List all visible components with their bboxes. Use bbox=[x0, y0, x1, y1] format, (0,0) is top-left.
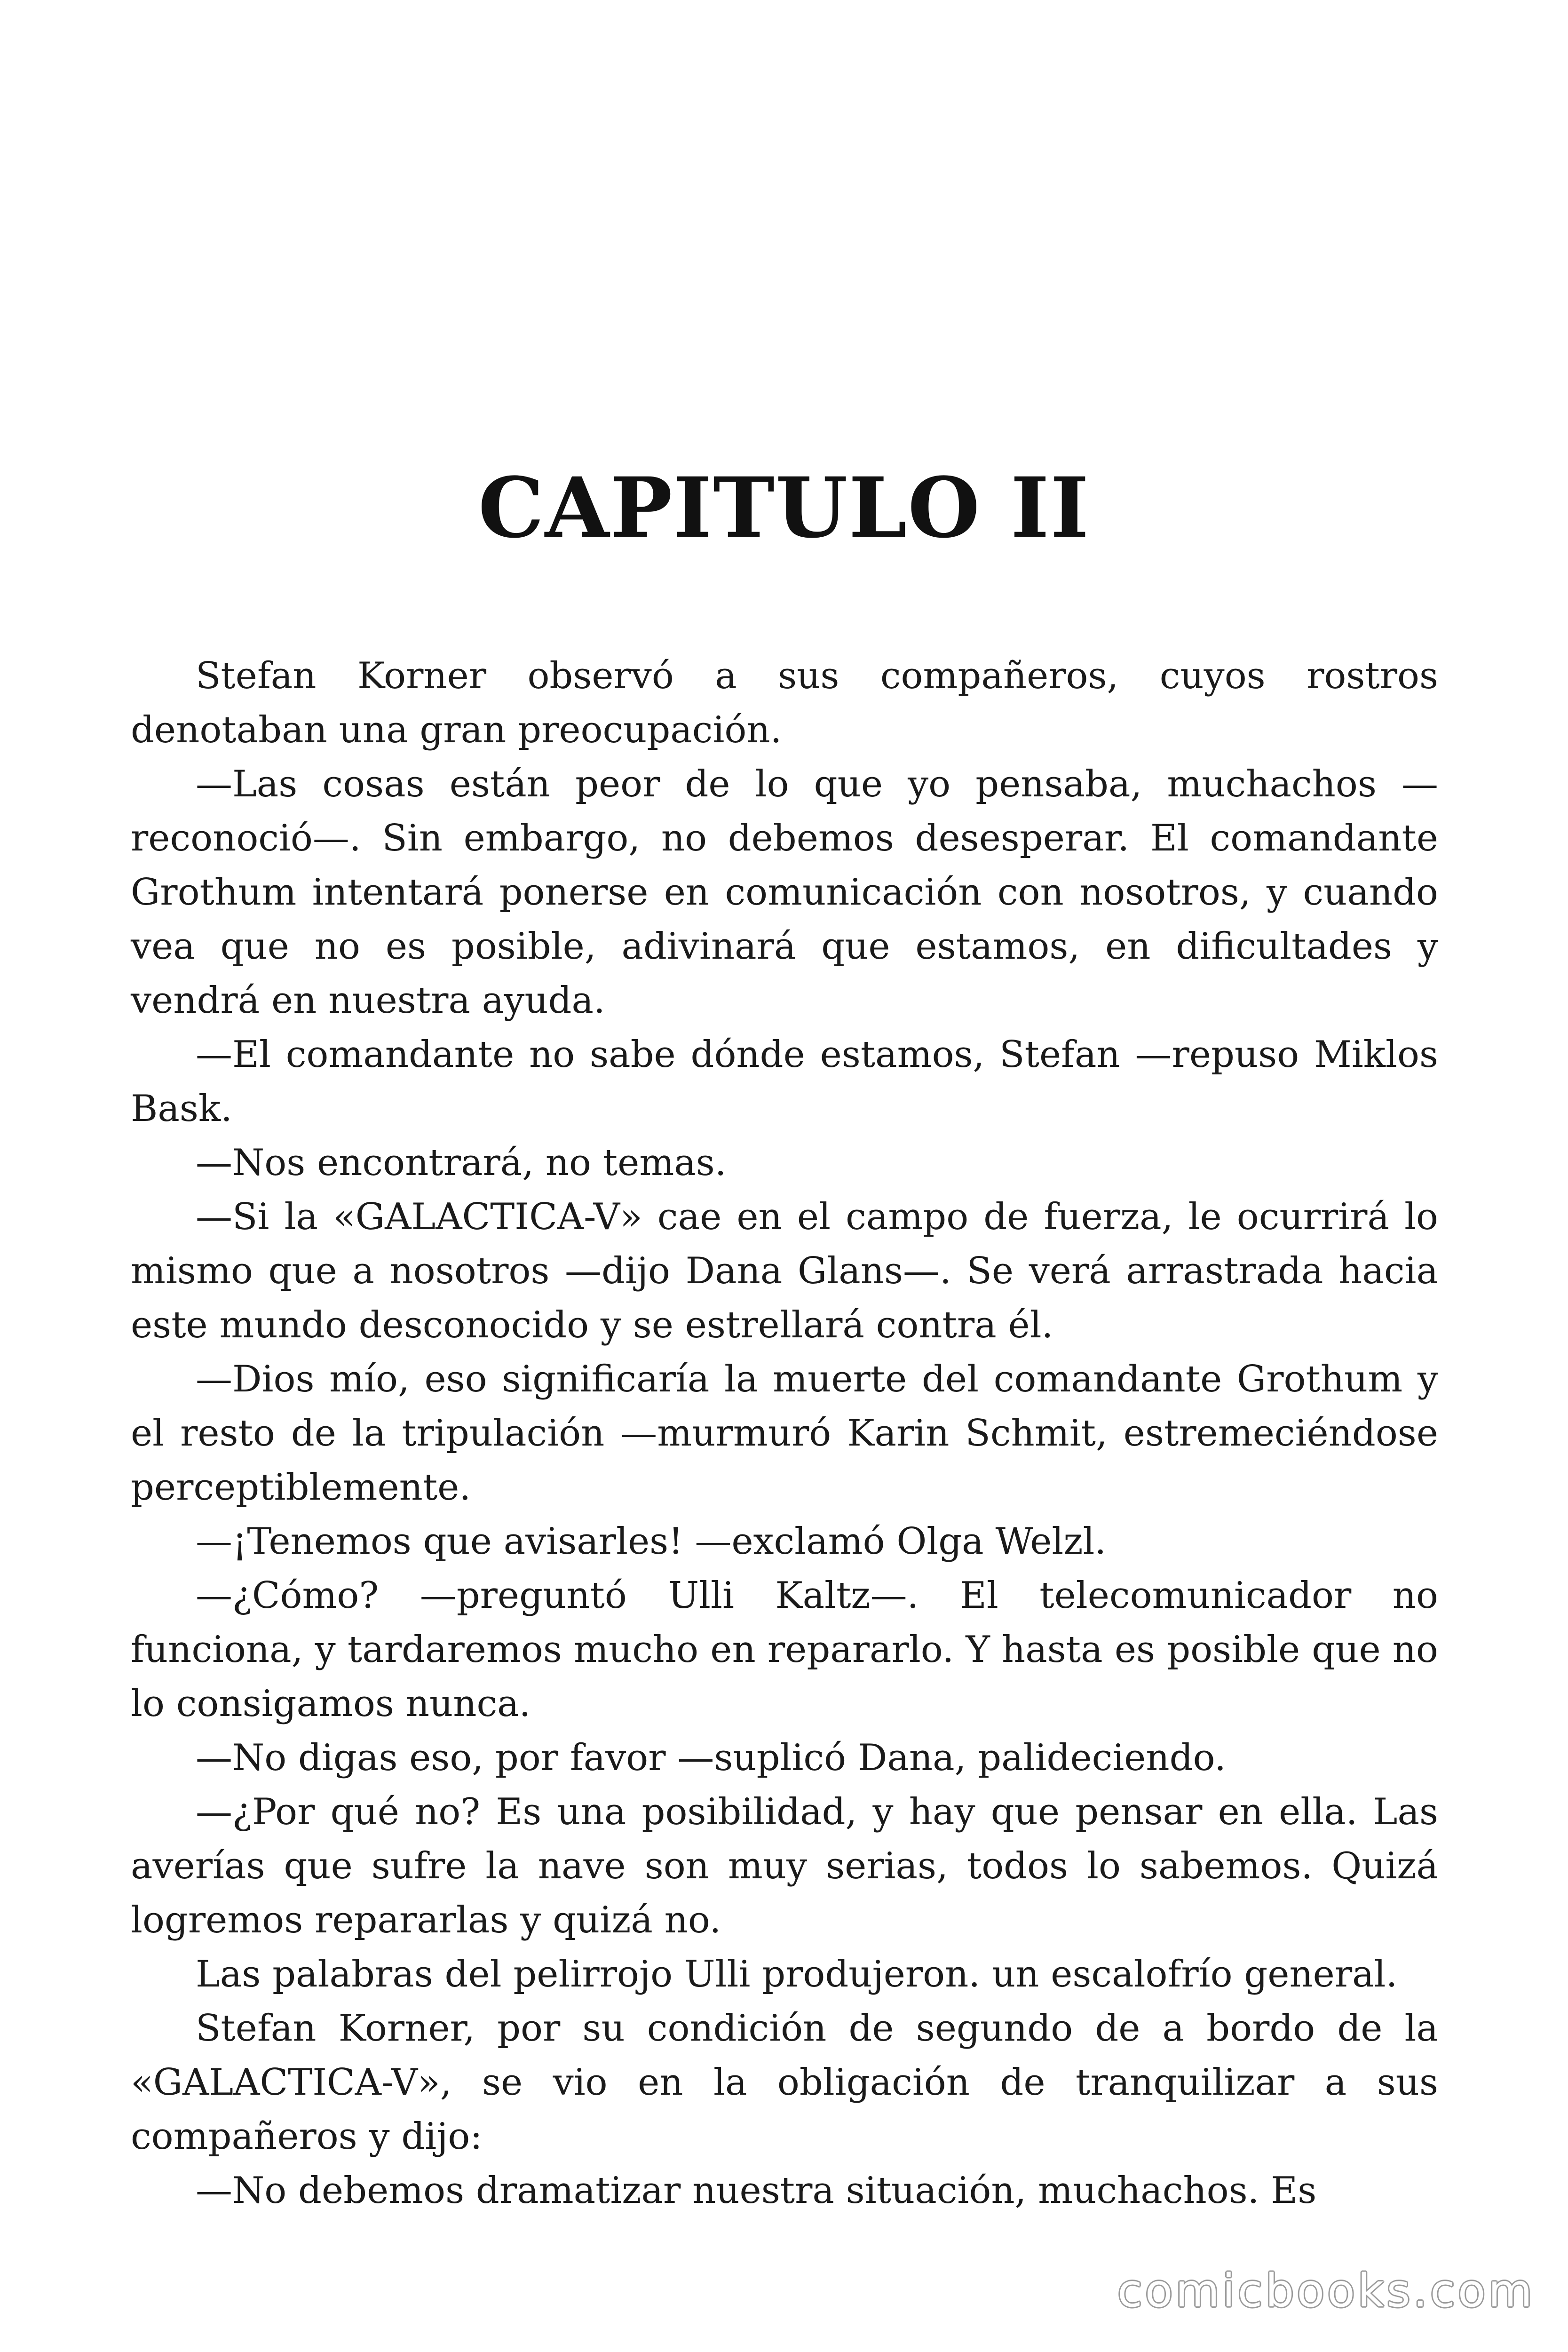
paragraph: —¿Cómo? —preguntó Ulli Kaltz—. El telecomunicador no funciona, y tardaremos mucho en repararlo. Y hasta es posible que no lo consigamos nunca. bbox=[131, 1574, 1438, 1725]
paragraph: —Si la «GALACTICA-V» cae en el campo de fuerza, le ocurrirá lo mismo que a nosotros —dijo Dana Glans—. Se verá arrastrada hacia este mundo desconocido y se estrellará contra él. bbox=[131, 1196, 1438, 1346]
paragraph: —El comandante no sabe dónde estamos, Stefan —repuso Miklos Bask. bbox=[131, 1033, 1438, 1130]
paragraph-last: —No debemos dramatizar nuestra situación, muchachos. Es bbox=[196, 2169, 1317, 2212]
paragraph: Las palabras del pelirrojo Ulli produjeron. un escalofrío general. bbox=[196, 1953, 1398, 1995]
watermark: comicbooks.com bbox=[1117, 2265, 1535, 2317]
paragraph: Stefan Korner observó a sus compañeros, cuyos rostros denotaban una gran preocupación. bbox=[131, 655, 1438, 751]
paragraph: Stefan Korner, por su condición de segundo de a bordo de la «GALACTICA-V», se vio en la obligación de tranquilizar a sus compañeros y dijo: bbox=[131, 2007, 1438, 2158]
paragraph: —Nos encontrará, no temas. bbox=[196, 1142, 727, 1184]
chapter-title: CAPITULO II bbox=[478, 459, 1090, 556]
paragraph: —¡Tenemos que avisarles! —exclamó Olga Welzl. bbox=[196, 1520, 1107, 1563]
paragraph: —No digas eso, por favor —suplicó Dana, palideciendo. bbox=[196, 1737, 1226, 1779]
chapter-body bbox=[131, 649, 1438, 2218]
paragraph: —¿Por qué no? Es una posibilidad, y hay que pensar en ella. Las averías que sufre la nave son muy serias, todos lo sabemos. Quizá logremos repararlas y quizá no. bbox=[131, 1791, 1438, 1941]
paragraph: —Las cosas están peor de lo que yo pensaba, muchachos —reconoció—. Sin embargo, no debemos desesperar. El comandante Grothum intentará ponerse en comunicación con nosotros, y cuando vea que no es posible, adivinará que estamos, en dificultades y vendrá en nuestra ayuda. bbox=[131, 763, 1438, 1022]
paragraph: —Dios mío, eso significaría la muerte del comandante Grothum y el resto de la tripulación —murmuró Karin Schmit, estremeciéndose perceptiblemente. bbox=[131, 1358, 1438, 1509]
